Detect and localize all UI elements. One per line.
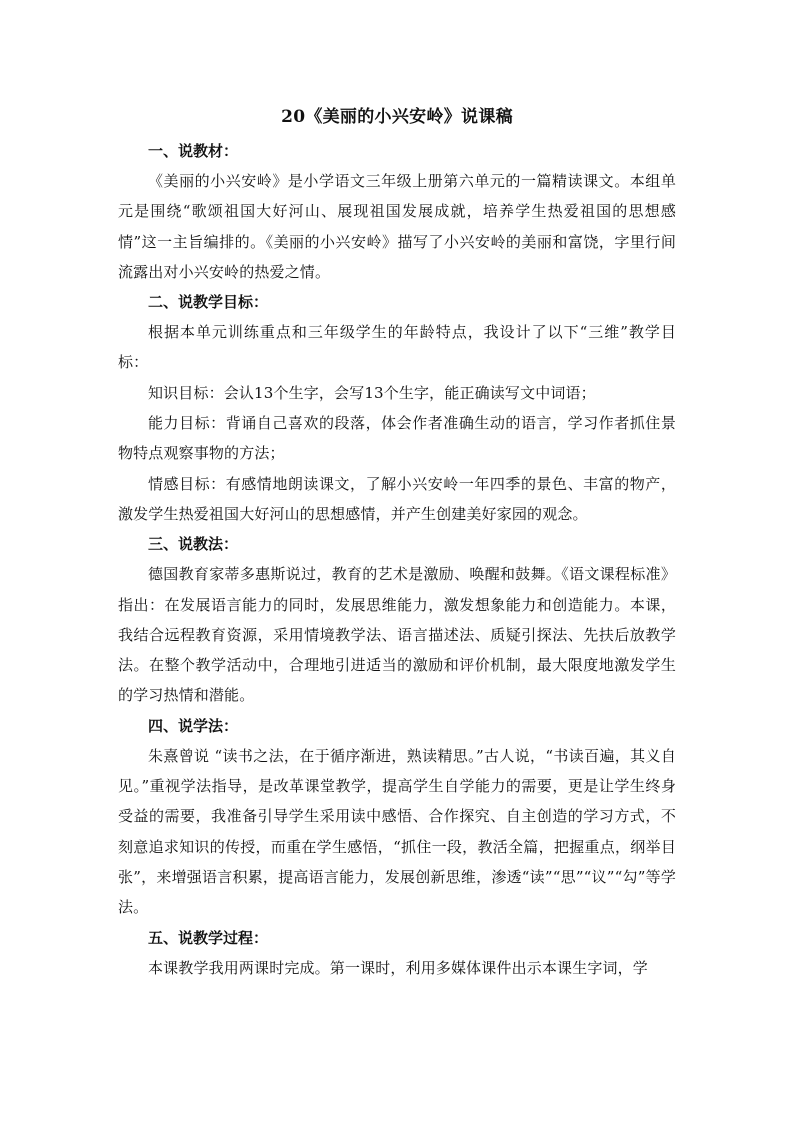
paragraph: 能力目标：背诵自己喜欢的段落，体会作者准确生动的语言，学习作者抓住景物特点观察事物的方法； xyxy=(118,414,676,463)
paragraph: 根据本单元训练重点和三年级学生的年龄特点，我设计了以下“三维”教学目标： xyxy=(118,323,676,372)
document-page xyxy=(118,100,676,983)
paragraph: 朱熹曾说 “读书之法，在于循序渐进，熟读精思。”古人说，“书读百遍，其义自见。”重视学法指导，是改革课堂教学，提高学生自学能力的需要，更是让学生终身受益的需要，我准备引导学生采用读中感悟、合作探究、自主创造的学习方式，不刻意追求知识的传授，而重在学生感悟，“抓住一段，教活全篇，把握重点，纲举目张”，来增强语言积累，提高语言能力，发展创新思维，渗透“读”“思”“议”“勾”等学法。 xyxy=(118,746,676,917)
section-heading: 二、说教学目标： xyxy=(148,293,269,312)
section-teaching-material xyxy=(118,136,676,287)
section-teaching-goals xyxy=(118,287,676,529)
section-teaching-methods xyxy=(118,529,676,710)
section-heading: 四、说学法： xyxy=(148,716,239,735)
paragraph: 德国教育家蒂多惠斯说过，教育的艺术是激励、唤醒和鼓舞。《语文课程标准》指出：在发展语言能力的同时，发展思维能力，激发想象能力和创造能力。本课，我结合远程教育资源，采用情境教学法、语言描述法、质疑引探法、先扶后放教学法。在整个教学活动中，合理地引进适当的激励和评价机制，最大限度地激发学生的学习热情和潜能。 xyxy=(118,565,676,705)
section-teaching-process xyxy=(118,923,676,983)
paragraph: 本课教学我用两课时完成。第一课时，利用多媒体课件出示本课生字词，学 xyxy=(148,958,648,977)
section-heading: 五、说教学过程： xyxy=(148,928,269,947)
paragraph: 《美丽的小兴安岭》是小学语文三年级上册第六单元的一篇精读课文。本组单元是围绕“歌颂祖国大好河山、展现祖国发展成就，培养学生热爱祖国的思想感情”这一主旨编排的。《美丽的小兴安岭》描写了小兴安岭的美丽和富饶，字里行间流露出对小兴安岭的热爱之情。 xyxy=(118,172,676,281)
section-learning-methods xyxy=(118,711,676,923)
document-title: 20《美丽的小兴安岭》说课稿 xyxy=(281,107,513,127)
section-heading: 一、说教材： xyxy=(148,142,239,160)
paragraph: 情感目标：有感情地朗读课文，了解小兴安岭一年四季的景色、丰富的物产，激发学生热爱祖国大好河山的思想感情，并产生创建美好家园的观念。 xyxy=(118,474,676,523)
paragraph: 知识目标：会认13个生字，会写13个生字，能正确读写文中词语； xyxy=(148,383,596,402)
section-heading: 三、说教法： xyxy=(148,535,239,554)
